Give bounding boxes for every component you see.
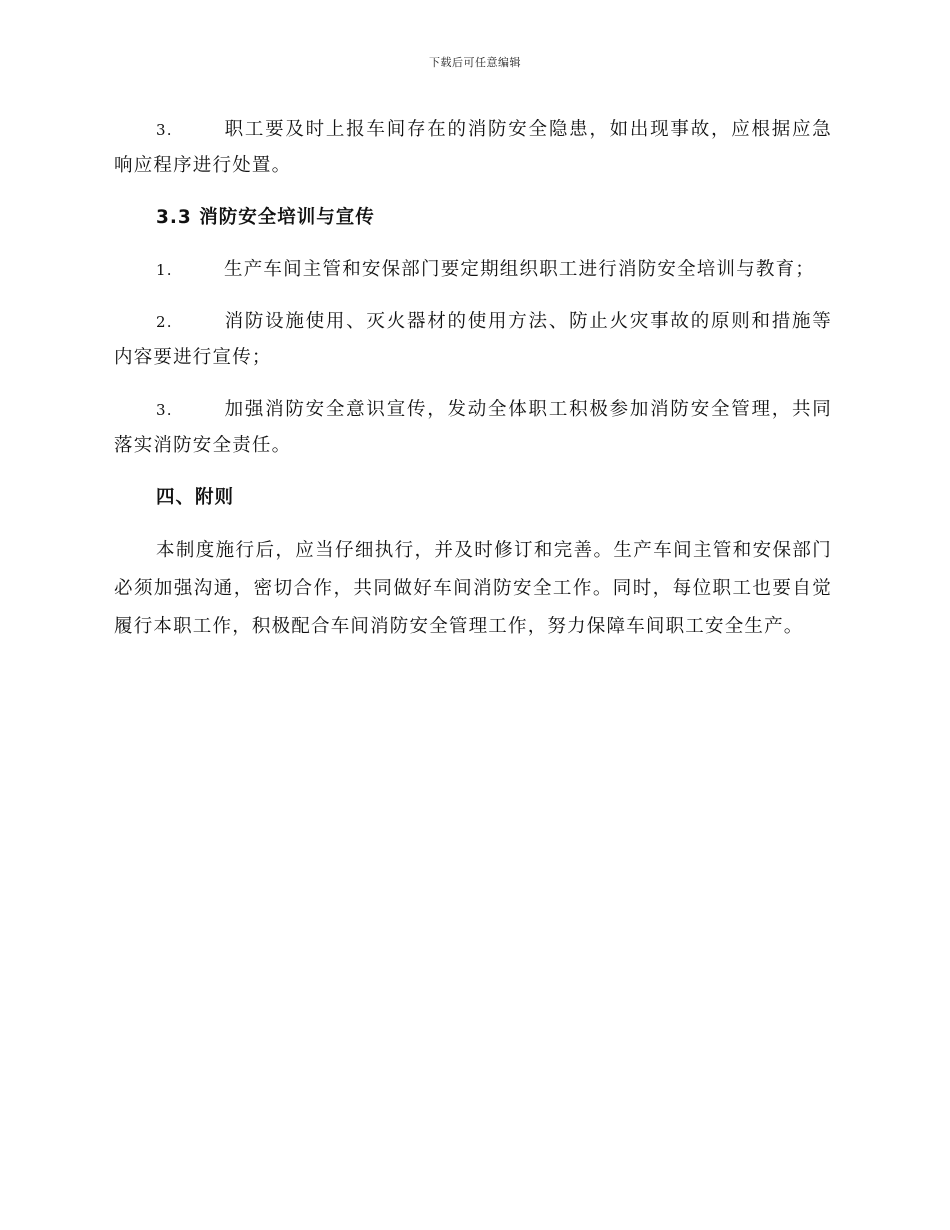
document-content: [114, 112, 832, 646]
section-heading-3-3: 3.3 消防安全培训与宣传: [156, 207, 375, 228]
list-item: [114, 112, 832, 184]
list-item-number: 3.: [156, 401, 173, 419]
list-item-text: 生产车间主管和安保部门要定期组织职工进行消防安全培训与教育；: [224, 259, 816, 280]
list-item-text: 加强消防安全意识宣传，发动全体职工积极参加消防安全管理，共同落实消防安全责任。: [114, 399, 832, 456]
list-item-number: 3.: [156, 121, 173, 139]
section-heading-4: 四、附则: [156, 487, 235, 508]
list-item-text: 消防设施使用、灭火器材的使用方法、防止火灾事故的原则和措施等内容要进行宣传；: [114, 311, 832, 368]
list-item: [114, 304, 832, 376]
list-item: [114, 252, 832, 288]
list-item-number: 2.: [156, 313, 173, 331]
list-item: [114, 392, 832, 464]
header-note: 下载后可任意编辑: [429, 56, 521, 69]
list-item-number: 1.: [156, 261, 173, 279]
list-item-text: 职工要及时上报车间存在的消防安全隐患，如出现事故，应根据应急响应程序进行处置。: [114, 119, 832, 176]
section-4-paragraph: 本制度施行后，应当仔细执行，并及时修订和完善。生产车间主管和安保部门必须加强沟通，密切合作，共同做好车间消防安全工作。同时，每位职工也要自觉履行本职工作，积极配合车间消防安全管理工作，努力保障车间职工安全生产。: [114, 540, 832, 637]
